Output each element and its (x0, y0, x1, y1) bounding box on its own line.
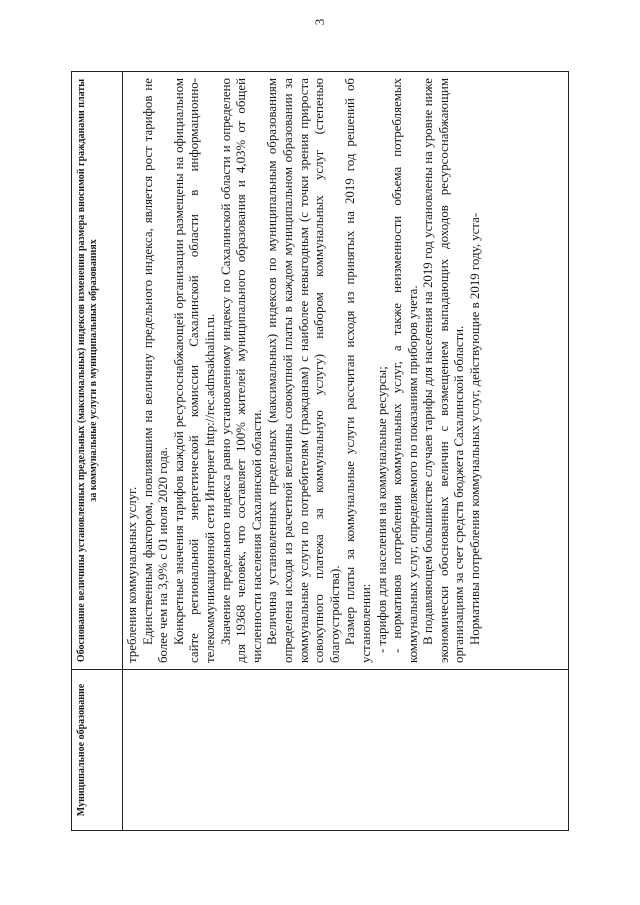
paragraph: Величина установленных предельных (максимальных) индексов по муниципальным образованиям определена исходя из расчетной величины совокупной платы в каждом муниципальном образовании за коммунальные услуги по потребителям (гражданам) с наиболее невыгодным (с точки зрения прироста совокупного платежа за коммунальную услугу) набором коммунальных услуг (степенью благоустройства). (265, 78, 342, 663)
paragraph: Единственным фактором, повлиявшим на величину предельного индекса, является рост тарифов не более чем на 3,9% с 01 июля 2020 года. (140, 78, 171, 663)
paragraph: Значение предельного индекса равно установленному индексу по Сахалинской области и определено для 19368 человек, что составляет 100% жителей муниципального образования и 4,03% от общей численности населения Сахалинской области. (218, 78, 264, 663)
table-header-row (72, 72, 123, 831)
header-municipality: Муниципальное образование (72, 670, 123, 831)
page-number: 3 (312, 18, 327, 26)
table-row (123, 72, 569, 831)
justification-table (71, 71, 569, 831)
list-item: - тарифов для населения на коммунальные ресурсы; (374, 366, 389, 653)
list-item: - нормативов потребления коммунальных услуг, а также неизменности объема потребляемых коммунальных услуг, определяемого по показаниям приборов учета. (390, 78, 420, 663)
paragraph: Размер платы за коммунальные услуги рассчитан исходя из принятых на 2019 год решений об установлении: (343, 78, 373, 663)
paragraph: требления коммунальных услуг. (125, 486, 139, 663)
paragraph: Конкретные значения тарифов каждой ресурсоснабжающей организации размещены на официальном сайте региональной энергетической комиссии Сахалинской области в информационно-телекоммуникационной сети Интернет http://rec.admsakhalin.ru. (171, 78, 217, 663)
header-justification: Обоснование величины установленных предельных (максимальных) индексов изменения размера вносимой гражданами платы за коммунальные услуги в муниципальных образованиях (72, 72, 123, 670)
justification-cell (123, 72, 569, 670)
municipality-cell (123, 670, 569, 831)
paragraph: Нормативы потребления коммунальных услуг, действующие в 2019 году, уста- (468, 212, 483, 645)
paragraph: В подавляющем большинстве случаев тарифы для населения на 2019 год установлены на уровне ниже экономически обоснованных величин с возмещением выпадающих доходов ресурсоснабжающим организациям за счет средств бюджета Сахалинской области. (421, 78, 467, 663)
